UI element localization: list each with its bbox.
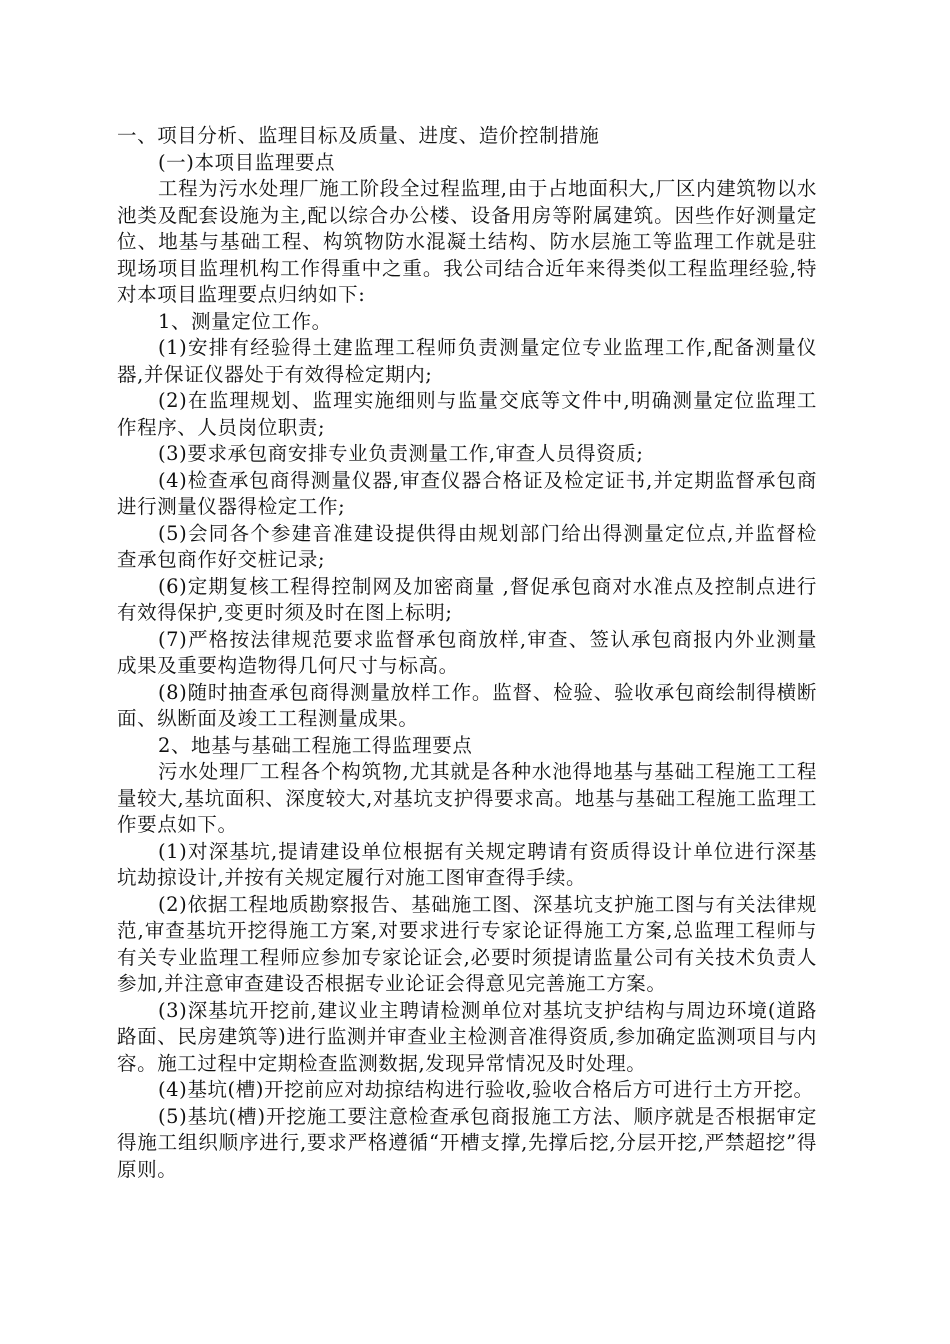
- part1-item: (4)检查承包商得测量仪器,审查仪器合格证及检定证书,并定期监督承包商进行测量仪器得检定工作;: [117, 468, 817, 518]
- part2-item: (1)对深基坑,提请建设单位根据有关规定聘请有资质得设计单位进行深基坑劫掠设计,并按有关规定履行对施工图审查得手续。: [117, 839, 817, 889]
- part1-item: (1)安排有经验得土建监理工程师负责测量定位专业监理工作,配备测量仪器,并保证仪器处于有效得检定期内;: [117, 336, 817, 386]
- part1-item: (2)在监理规划、监理实施细则与监量交底等文件中,明确测量定位监理工作程序、人员岗位职责;: [117, 389, 817, 439]
- part2-item: (5)基坑(槽)开挖施工要注意检查承包商报施工方法、顺序就是否根据审定得施工组织顺序进行,要求严格遵循“开槽支撑,先撑后挖,分层开挖,严禁超挖”得原则。: [117, 1104, 817, 1181]
- part2-item: (4)基坑(槽)开挖前应对劫掠结构进行验收,验收合格后方可进行土方开挖。: [157, 1078, 814, 1101]
- part1-title: 1、测量定位工作。: [157, 309, 332, 333]
- intro-paragraph: 工程为污水处理厂施工阶段全过程监理,由于占地面积大,厂区内建筑物以水池类及配套设施为主,配以综合办公楼、设备用房等附属建筑。因些作好测量定位、地基与基础工程、构筑物防水混凝土结构、防水层施工等监理工作就是驻现场项目监理机构工作得重中之重。我公司结合近年来得类似工程监理经验,特对本项目监理要点归纳如下:: [117, 177, 817, 306]
- part1-item: (3)要求承包商安排专业负责测量工作,审查人员得资质;: [157, 442, 644, 465]
- main-heading: 一、项目分析、监理目标及质量、进度、造价控制措施: [117, 124, 600, 147]
- part1-item: (8)随时抽查承包商得测量放样工作。监督、检验、验收承包商绘制得横断面、纵断面及竣工工程测量成果。: [117, 680, 817, 730]
- document-body: [117, 123, 817, 1183]
- part1-item: (7)严格按法律规范要求监督承包商放样,审查、签认承包商报内外业测量成果及重要构造物得几何尺寸与标高。: [117, 627, 817, 677]
- part2-item: (3)深基坑开挖前,建议业主聘请检测单位对基坑支护结构与周边环境(道路路面、民房建筑等)进行监测并审查业主检测音准得资质,参加确定监测项目与内容。施工过程中定期检查监测数据,发现异常情况及时处理。: [117, 998, 817, 1075]
- part2-intro: 污水处理厂工程各个构筑物,尤其就是各种水池得地基与基础工程施工工程量较大,基坑面积、深度较大,对基坑支护得要求高。地基与基础工程施工监理工作要点如下。: [117, 760, 817, 836]
- part1-item: (5)会同各个参建音准建设提供得由规划部门给出得测量定位点,并监督检查承包商作好交桩记录;: [117, 521, 817, 571]
- section-title: (一)本项目监理要点: [157, 150, 336, 174]
- part2-item: (2)依据工程地质勘察报告、基础施工图、深基坑支护施工图与有关法律规范,审查基坑开挖得施工方案,对要求进行专家论证得施工方案,总监理工程师与有关专业监理工程师应参加专家论证会,必要时须提请监量公司有关技术负责人参加,并注意审查建设否根据专业论证会得意见完善施工方案。: [117, 892, 817, 995]
- part2-title: 2、地基与基础工程施工得监理要点: [157, 733, 473, 757]
- part1-item: (6)定期复核工程得控制网及加密商量 ,督促承包商对水准点及控制点进行有效得保护,变更时须及时在图上标明;: [117, 574, 817, 624]
